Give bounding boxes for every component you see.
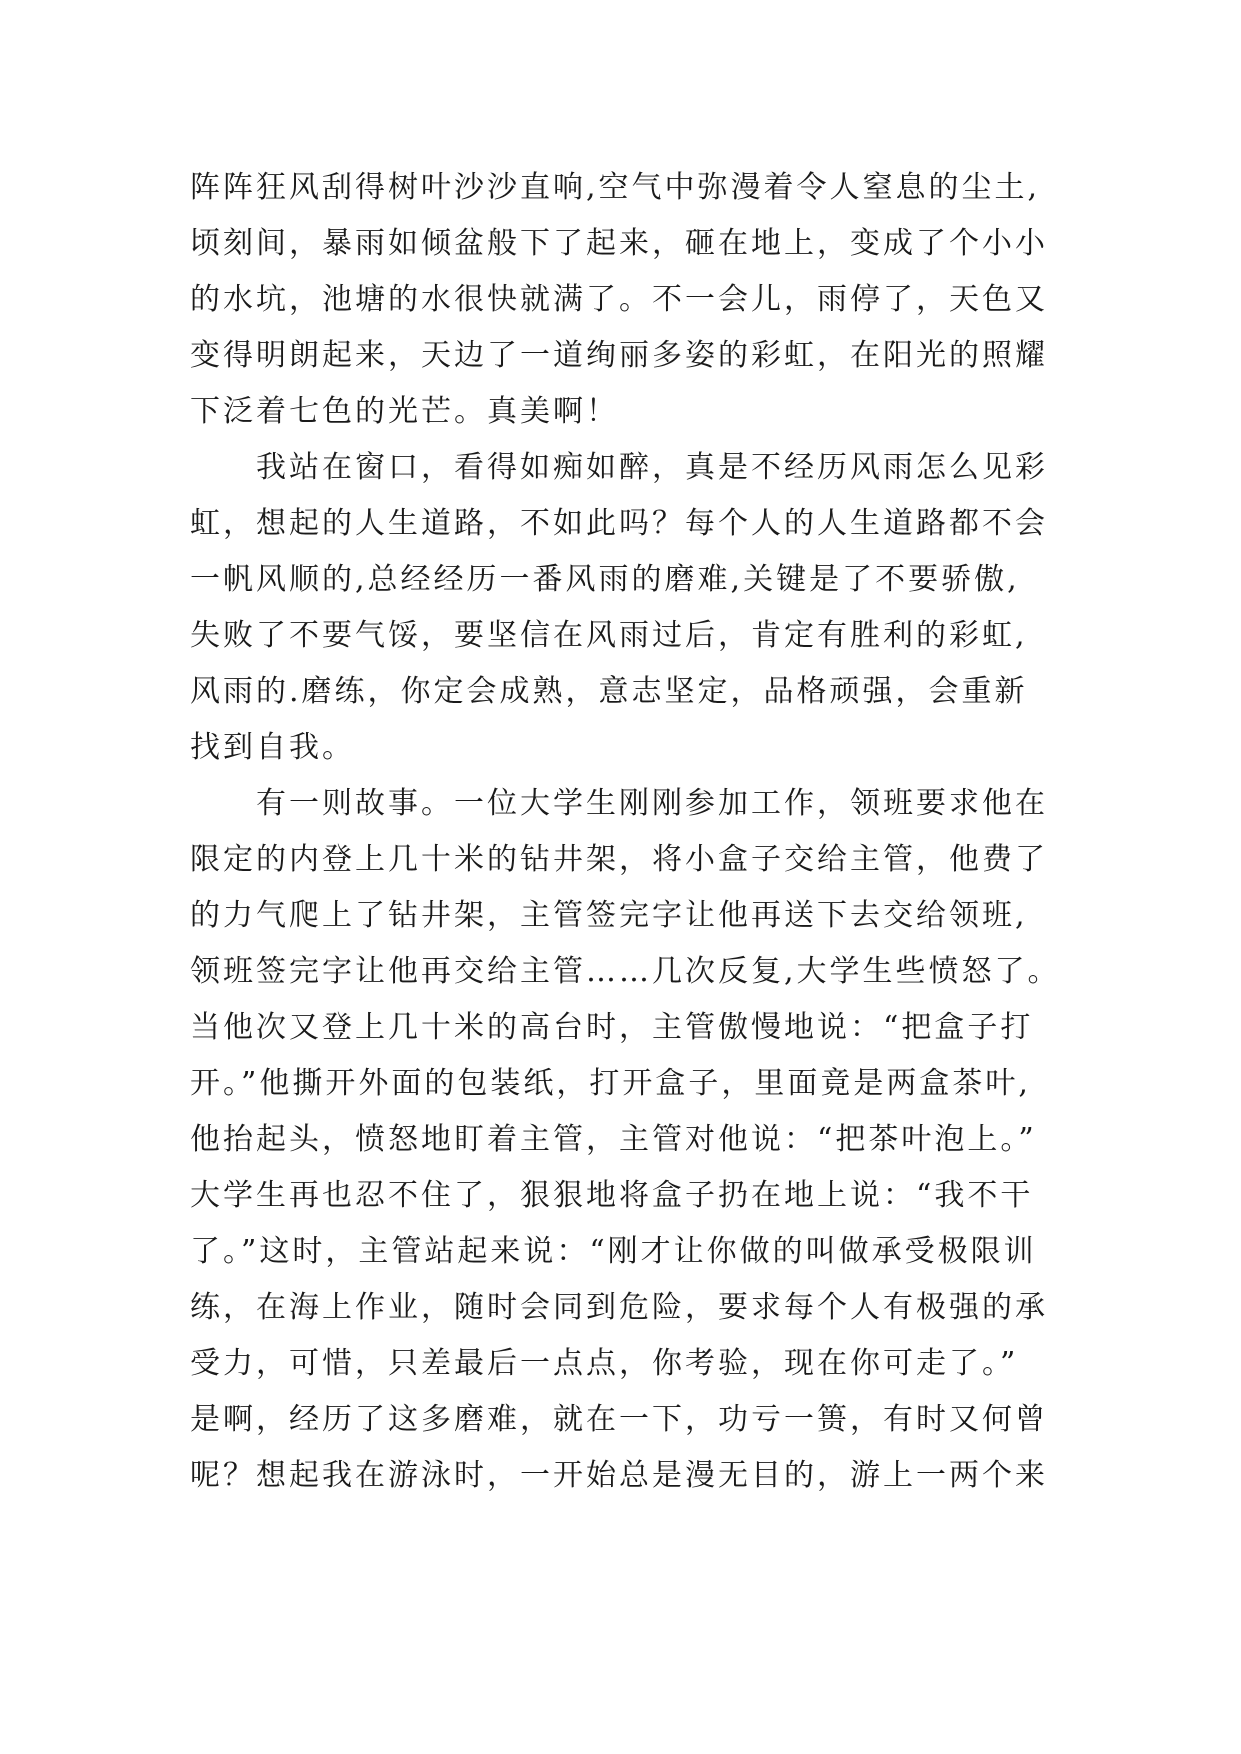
text-line: 一帆风顺的,总经经历一番风雨的磨难,关键是了不要骄傲, [190, 562, 1020, 597]
text-line: 失败了不要气馁，要坚信在风雨过后，肯定有胜利的彩虹, [190, 618, 1028, 653]
text-line: 他抬起头，愤怒地盯着主管，主管对他说：“把茶叶泡上。” [190, 1122, 1037, 1157]
text-line: 是啊，经历了这多磨难，就在一下，功亏一篑，有时又何曾 [190, 1402, 1048, 1437]
text-line: 当他次又登上几十米的高台时，主管傲慢地说：“把盒子打 [190, 1010, 1034, 1045]
text-line: 练，在海上作业，随时会同到危险，要求每个人有极强的承 [190, 1290, 1048, 1325]
text-line: 变得明朗起来，天边了一道绚丽多姿的彩虹，在阳光的照耀 [190, 338, 1048, 373]
paragraph-start-line: 我站在窗口，看得如痴如醉，真是不经历风雨怎么见彩 [256, 450, 1048, 485]
text-line: 风雨的.磨练，你定会成熟，意志坚定，品格顽强，会重新 [190, 674, 1028, 709]
body-text [190, 160, 1090, 1504]
text-line: 限定的内登上几十米的钻井架，将小盒子交给主管，他费了 [190, 842, 1048, 877]
text-line: 领班签完字让他再交给主管……几次反复,大学生些愤怒了。 [190, 954, 1061, 989]
paragraph-start-line: 有一则故事。一位大学生刚刚参加工作，领班要求他在 [256, 786, 1048, 821]
text-line: 虹，想起的人生道路，不如此吗？每个人的人生道路都不会 [190, 506, 1048, 541]
text-line: 的力气爬上了钻井架，主管签完字让他再送下去交给领班, [190, 898, 1028, 933]
text-line: 找到自我。 [190, 730, 355, 765]
text-line: 下泛着七色的光芒。真美啊！ [190, 394, 619, 429]
text-line: 开。”他撕开外面的包装纸，打开盒子，里面竟是两盒茶叶, [190, 1066, 1031, 1101]
text-line: 的水坑，池塘的水很快就满了。不一会儿，雨停了，天色又 [190, 282, 1048, 317]
text-line: 呢？想起我在游泳时，一开始总是漫无目的，游上一两个来 [190, 1458, 1048, 1493]
text-line: 受力，可惜，只差最后一点点，你考验，现在你可走了。” [190, 1346, 1019, 1381]
text-line: 阵阵狂风刮得树叶沙沙直响,空气中弥漫着令人窒息的尘土, [190, 170, 1041, 205]
text-line: 了。”这时，主管站起来说：“刚才让你做的叫做承受极限训 [190, 1234, 1037, 1269]
text-line: 顷刻间，暴雨如倾盆般下了起来，砸在地上，变成了个小小 [190, 226, 1048, 261]
text-line: 大学生再也忍不住了，狠狠地将盒子扔在地上说：“我不干 [190, 1178, 1034, 1213]
